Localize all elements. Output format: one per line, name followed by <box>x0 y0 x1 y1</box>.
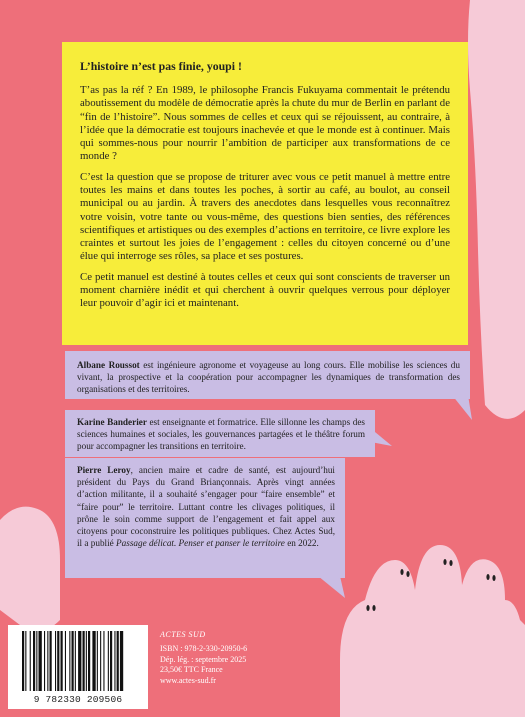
barcode-bar <box>36 631 37 691</box>
summary-paragraph-2: C’est la question que se propose de triturer avec vous ce petit manuel à mettre entre toutes les mains et dans toutes les poches, à sortir au café, au boulot, au conseil municipal ou au jardin. À travers des anecdotes dans lesquelles vous reconnaîtrez votre voisin, votre tante ou vous-même, des questions bien senties, des références scientifiques et artistiques ou des exemples d’actions en territoire, ce livre explore les craintes et surtout les joies de l’engagement : celles du citoyen concerné ou d’une élue qui interroge ses rôles, sa place et ses postures. <box>80 170 450 263</box>
book-tagline: L’histoire n’est pas finie, youpi ! <box>80 59 242 73</box>
finger-eye-3 <box>400 569 403 575</box>
book-reference: Passage délicat. Penser et panser le territoire <box>116 538 285 549</box>
finger-eye-5 <box>443 559 446 565</box>
barcode-bar <box>75 631 76 691</box>
barcode-bar <box>22 631 24 691</box>
finger-eye-2 <box>372 605 375 611</box>
barcode-bar <box>39 631 42 691</box>
author-name: Pierre Leroy <box>77 465 131 475</box>
author-bio-karine <box>65 410 375 457</box>
barcode-bar <box>30 631 31 691</box>
author-bio-tail: en 2022. <box>284 538 319 549</box>
barcode-bar <box>114 631 115 691</box>
barcode-bar <box>100 631 101 691</box>
barcode-bar <box>69 631 70 691</box>
barcode-bar <box>92 631 95 691</box>
barcode-bar <box>78 631 81 691</box>
author-bio-text: est enseignante et formatrice. Elle sillonne les champs des sciences humaines et sociales, les gouvernances partagées et le théâtre forum pour accompagner les transitions en territoire. <box>77 417 365 452</box>
bottom-left-hand <box>0 507 60 632</box>
barcode <box>8 625 148 709</box>
barcode-bar <box>72 631 74 691</box>
barcode-bar <box>108 631 109 691</box>
barcode-bar <box>88 631 90 691</box>
barcode-bar <box>50 631 52 691</box>
author-bio-text: est ingénieure agronome et voyageuse au long cours. Elle mobilise les sciences du vivant, la prospective et la coopération pour accompagner les dynamiques de transformation des organisations et des territoires. <box>77 360 460 395</box>
isbn: ISBN : 978-2-330-20950-6 <box>160 643 248 653</box>
finger-eye-1 <box>366 605 369 611</box>
barcode-bar <box>120 631 123 691</box>
barcode-bar <box>55 631 56 691</box>
barcode-bar <box>47 631 48 691</box>
summary-block <box>62 42 468 345</box>
barcode-bar <box>65 631 66 691</box>
author-name: Karine Banderier <box>77 417 147 427</box>
barcode-bar <box>33 631 35 691</box>
top-right-hand <box>468 0 525 419</box>
summary-paragraph-3: Ce petit manuel est destiné à toutes celles et ceux qui sont conscients de traverser un moment charnière inédit et qui cherchent à ouvrir quelques verrous pour déployer leur pouvoir d’agir ici et maintenant. <box>80 270 450 310</box>
barcode-bars <box>8 625 148 697</box>
bubble-tail-3 <box>318 576 345 598</box>
barcode-bar <box>57 631 59 691</box>
finger-eye-6 <box>449 560 452 566</box>
barcode-bar <box>86 631 87 691</box>
barcode-bar <box>44 631 45 691</box>
summary-paragraph-1: T’as pas la réf ? En 1989, le philosophe Francis Fukuyama commentait le prétendu aboutissement du modèle de démocratie après la chute du mur de Berlin en parlant de “fin de l’histoire”. Nous sommes de celles et ceux qui se réjouissent, au contraire, à l’idée que la démocratie est toujours inachevée et que le monde est à continuer. Mais qui sommes-nous pour nourrir l’ambition de participer aux transformations de ce monde ? <box>80 84 450 163</box>
finger-eye-7 <box>486 574 489 580</box>
author-name: Albane Roussot <box>77 360 140 370</box>
author-bio-albane <box>65 351 470 399</box>
barcode-bar <box>25 631 26 691</box>
barcode-number: 9 782330 209506 <box>33 694 123 705</box>
author-bio-pierre <box>65 458 345 578</box>
author-bio-text: , ancien maire et cadre de santé, est aujourd’hui président du Pays du Grand Briançonnais. Après vingt années d’action militante, il a souhaité s’engager pour “faire ensemble” et “faire pour” le territoire. Luttant contre les clivages politiques, il prône le soin comme support de l’engagement et fait appel aux citoyens pour coconstruire les politiques publiques. Chez Actes Sud, il a publié <box>77 465 335 549</box>
barcode-bar <box>83 631 85 691</box>
legal-deposit: Dép. lég. : septembre 2025 <box>160 654 247 664</box>
price: 23,50€ TTC France <box>160 665 223 675</box>
publisher-info <box>160 630 247 687</box>
barcode-bar <box>97 631 98 691</box>
barcode-bar <box>61 631 63 691</box>
publisher-url: www.actes-sud.fr <box>160 676 216 686</box>
barcode-bar <box>117 631 119 691</box>
publisher-name: ACTES SUD <box>160 630 206 639</box>
barcode-bar <box>103 631 104 691</box>
barcode-bar <box>110 631 112 691</box>
finger-eye-4 <box>406 571 409 577</box>
finger-eye-8 <box>492 575 495 581</box>
